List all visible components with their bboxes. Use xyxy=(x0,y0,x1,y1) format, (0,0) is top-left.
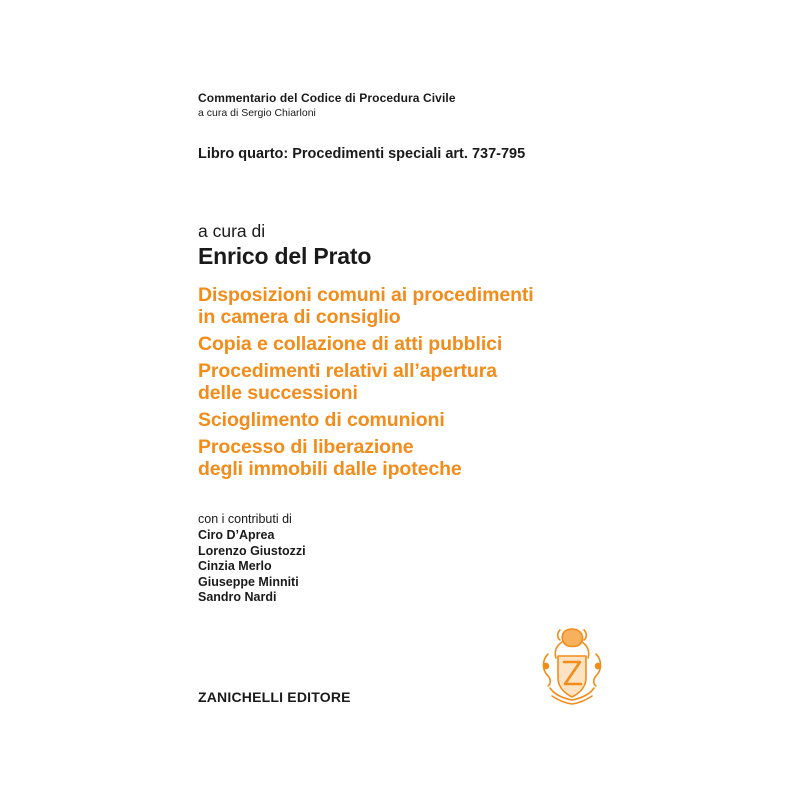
contributors-block xyxy=(198,512,306,606)
zanichelli-emblem-icon xyxy=(538,626,606,706)
topic-item xyxy=(198,333,534,355)
series-header xyxy=(198,91,456,119)
contributor-name: Lorenzo Giustozzi xyxy=(198,543,306,558)
topic-item xyxy=(198,436,534,480)
topic-line: degli immobili dalle ipoteche xyxy=(198,458,462,480)
topic-line: Copia e collazione di atti pubblici xyxy=(198,333,503,355)
topic-line: Procedimenti relativi all’apertura xyxy=(198,360,497,382)
topic-line: in camera di consiglio xyxy=(198,306,401,328)
curator-name: Enrico del Prato xyxy=(198,243,372,269)
contributors-label: con i contributi di xyxy=(198,512,292,526)
topic-list xyxy=(198,284,534,485)
contributor-name: Giuseppe Minniti xyxy=(198,574,299,589)
contributors-list xyxy=(198,528,306,606)
topic-item xyxy=(198,409,534,431)
publisher-name: ZANICHELLI EDITORE xyxy=(198,689,351,705)
contributor-name: Cinzia Merlo xyxy=(198,559,272,573)
series-editor: a cura di Sergio Chiarloni xyxy=(198,107,316,119)
curator-label: a cura di xyxy=(198,221,266,241)
topic-line: Disposizioni comuni ai procedimenti xyxy=(198,284,534,306)
volume-title: Libro quarto: Procedimenti speciali art. 737-795 xyxy=(198,146,526,162)
contributor-name: Sandro Nardi xyxy=(198,590,277,604)
topic-item xyxy=(198,360,534,404)
topic-line: delle successioni xyxy=(198,382,358,404)
topic-line: Processo di liberazione xyxy=(198,436,414,458)
topic-line: Scioglimento di comunioni xyxy=(198,409,445,431)
contributor-name: Ciro D’Aprea xyxy=(198,528,275,542)
series-title: Commentario del Codice di Procedura Civile xyxy=(198,91,456,105)
topic-item xyxy=(198,284,534,328)
